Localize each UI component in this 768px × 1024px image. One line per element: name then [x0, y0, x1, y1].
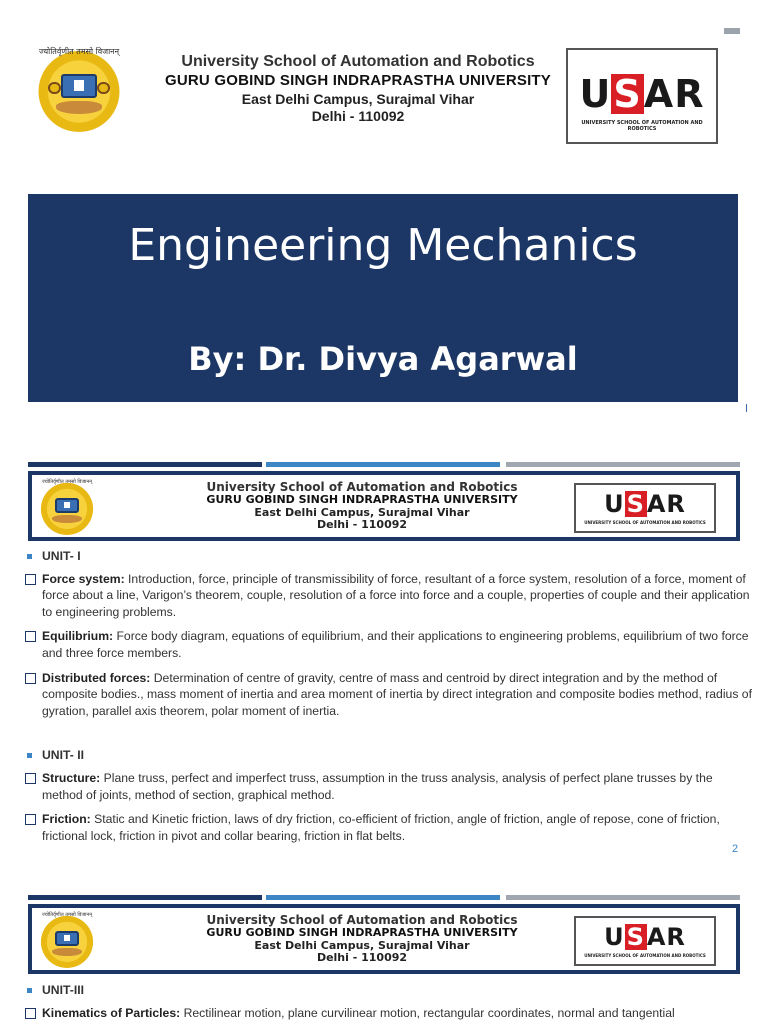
title-banner: [28, 194, 738, 402]
institution-name-block: University School of Automation and Robotics GURU GOBIND SINGH INDRAPRASTHA UNIVERSITY East Delhi Campus, Surajmal Vihar Delhi - 110092: [206, 480, 518, 532]
slide-tick: [746, 404, 747, 412]
course-title: Engineering Mechanics: [128, 220, 638, 271]
institution-name-block: [158, 52, 558, 126]
syllabus-item: Distributed forces: Determination of centre of gravity, centre of mass and centroid by direct integration and by the method of composite bodies., mass moment of inertia and area moment of inertia by direct integration and composite bodies method, radius of gyration, parallel axis theorem, polar moment of inertia.: [24, 670, 752, 720]
slide-header-banner: [28, 471, 740, 541]
syllabus-item: Structure: Plane truss, perfect and imperfect truss, assumption in the truss analysis, analysis of perfect plane trusses by the method of joints, method of section, graphical method.: [24, 770, 752, 803]
unit-heading: UNIT- I: [24, 548, 752, 565]
university-emblem-icon: [34, 42, 124, 132]
syllabus-item: Friction: Static and Kinetic friction, laws of dry friction, co-efficient of friction, angle of friction, angle of repose, cone of friction, frictional lock, friction in pivot and collar bearing, friction in flat belts.: [24, 811, 752, 844]
emblem-motto: ज्योतिर्वृणीत तमसो विजानन्: [38, 46, 120, 56]
university-emblem-icon: ज्योतिर्वृणीत तमसो विजानन्: [38, 477, 96, 535]
institution-name-block: University School of Automation and Robotics GURU GOBIND SINGH INDRAPRASTHA UNIVERSITY East Delhi Campus, Surajmal Vihar Delhi - 110092: [206, 913, 518, 965]
syllabus-content: [24, 982, 752, 1024]
course-author: By: Dr. Divya Agarwal: [188, 340, 578, 378]
divider-bars: [28, 462, 740, 467]
school-name: University School of Automation and Robotics: [181, 53, 535, 70]
university-emblem-icon: ज्योतिर्वृणीत तमसो विजानन्: [38, 910, 96, 968]
campus-city: Delhi - 110092: [311, 108, 405, 125]
divider-bars: [28, 895, 740, 900]
title-slide-header: [28, 34, 740, 160]
usar-logo: USAR UNIVERSITY SCHOOL OF AUTOMATION AND ROBOTICS: [574, 483, 716, 533]
usar-logo: USAR UNIVERSITY SCHOOL OF AUTOMATION AND ROBOTICS: [574, 916, 716, 966]
syllabus-item: Force system: Introduction, force, principle of transmissibility of force, resultant of a force system, resolution of a force, moment of force about a line, Varigon’s theorem, couple, resolution of a force into force and a couple, properties of couple and their application to engineering problems.: [24, 571, 752, 621]
page-number: 2: [732, 843, 739, 855]
syllabus-item: Kinematics of Particles: Rectilinear motion, plane curvilinear motion, rectangular coordinates, normal and tangential: [24, 1005, 752, 1022]
syllabus-content: [24, 548, 752, 852]
unit-heading: UNIT- II: [24, 747, 752, 764]
university-name: GURU GOBIND SINGH INDRAPRASTHA UNIVERSITY: [165, 72, 551, 89]
syllabus-item: Equilibrium: Force body diagram, equations of equilibrium, and their applications to engineering problems, equilibrium of two force and three force members.: [24, 628, 752, 661]
unit-heading: UNIT-III: [24, 982, 752, 999]
slide-header-banner: [28, 904, 740, 974]
usar-logo: USAR UNIVERSITY SCHOOL OF AUTOMATION AND ROBOTICS: [566, 48, 718, 144]
campus-name: East Delhi Campus, Surajmal Vihar: [241, 90, 475, 107]
